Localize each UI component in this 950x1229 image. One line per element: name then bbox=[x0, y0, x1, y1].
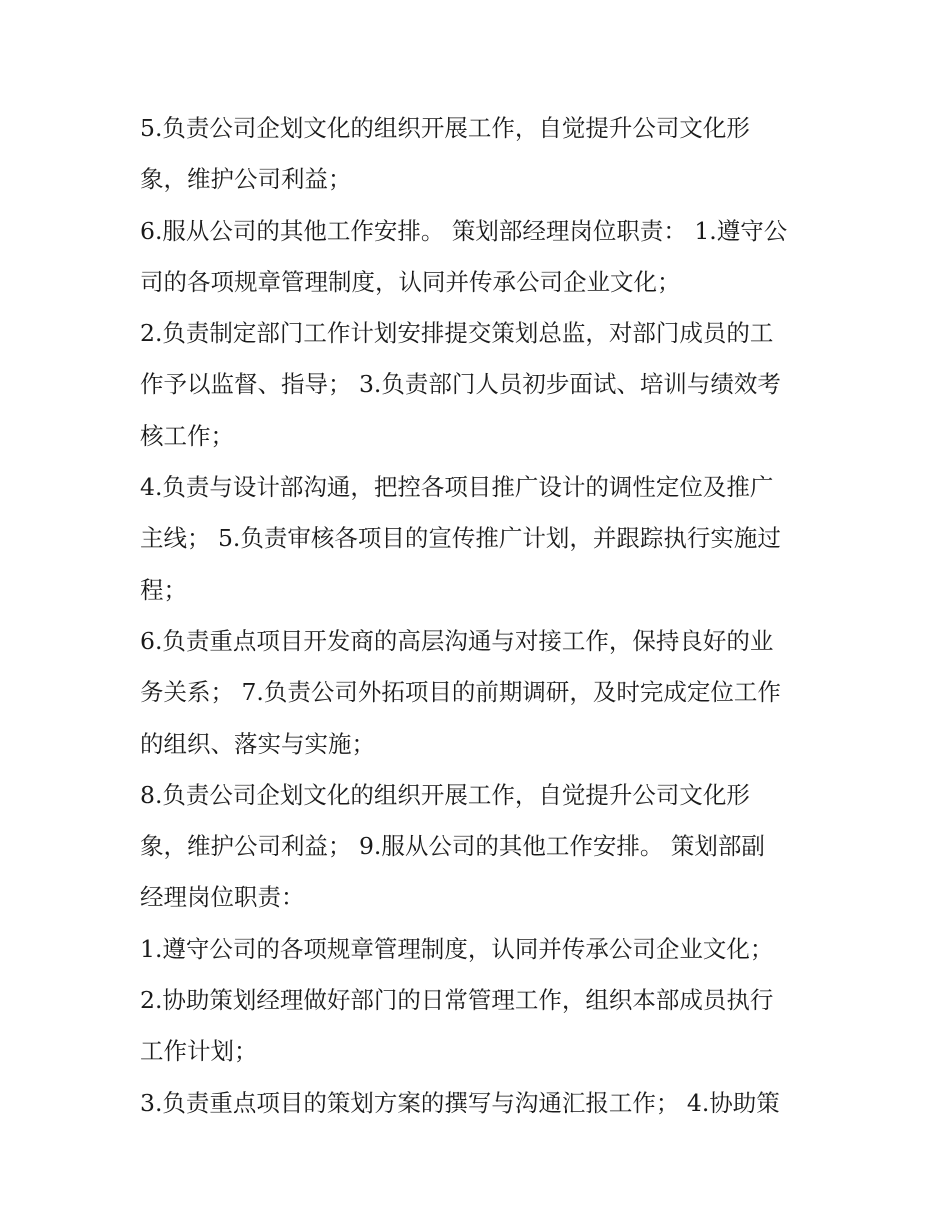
text-line-14: 8.负责公司企划文化的组织开展工作，自觉提升公司文化形 bbox=[140, 780, 750, 809]
text-line-5: 2.负责制定部门工作计划安排提交策划总监，对部门成员的工 bbox=[140, 319, 774, 348]
text-line-8: 4.负责与设计部沟通，把控各项目推广设计的调性定位及推广 bbox=[140, 473, 774, 502]
text-line-6: 作予以监督、指导； 3.负责部门人员初步面试、培训与绩效考 bbox=[140, 370, 781, 399]
text-line-18: 2.协助策划经理做好部门的日常管理工作，组织本部成员执行 bbox=[140, 986, 774, 1015]
text-line-12: 务关系； 7.负责公司外拓项目的前期调研，及时完成定位工作 bbox=[140, 678, 781, 707]
text-line-13: 的组织、落实与实施； bbox=[140, 729, 375, 758]
text-line-7: 核工作； bbox=[140, 421, 234, 450]
text-line-17: 1.遵守公司的各项规章管理制度，认同并传承公司企业文化； bbox=[140, 934, 774, 963]
text-line-4: 司的各项规章管理制度，认同并传承公司企业文化； bbox=[140, 267, 681, 296]
document-body bbox=[140, 103, 820, 1129]
text-line-11: 6.负责重点项目开发商的高层沟通与对接工作，保持良好的业 bbox=[140, 626, 774, 655]
text-line-20: 3.负责重点项目的策划方案的撰写与沟通汇报工作； 4.协助策 bbox=[140, 1088, 780, 1117]
text-line-19: 工作计划； bbox=[140, 1037, 258, 1066]
text-line-9: 主线； 5.负责审核各项目的宣传推广计划，并跟踪执行实施过 bbox=[140, 524, 781, 553]
text-line-2: 象，维护公司利益； bbox=[140, 165, 352, 194]
text-line-15: 象，维护公司利益； 9.服从公司的其他工作安排。 策划部副 bbox=[140, 832, 765, 861]
text-line-16: 经理岗位职责： bbox=[140, 883, 305, 912]
text-line-3: 6.服从公司的其他工作安排。 策划部经理岗位职责： 1.遵守公 bbox=[140, 216, 788, 245]
text-line-10: 程； bbox=[140, 575, 187, 604]
text-line-1: 5.负责公司企划文化的组织开展工作，自觉提升公司文化形 bbox=[140, 114, 750, 142]
